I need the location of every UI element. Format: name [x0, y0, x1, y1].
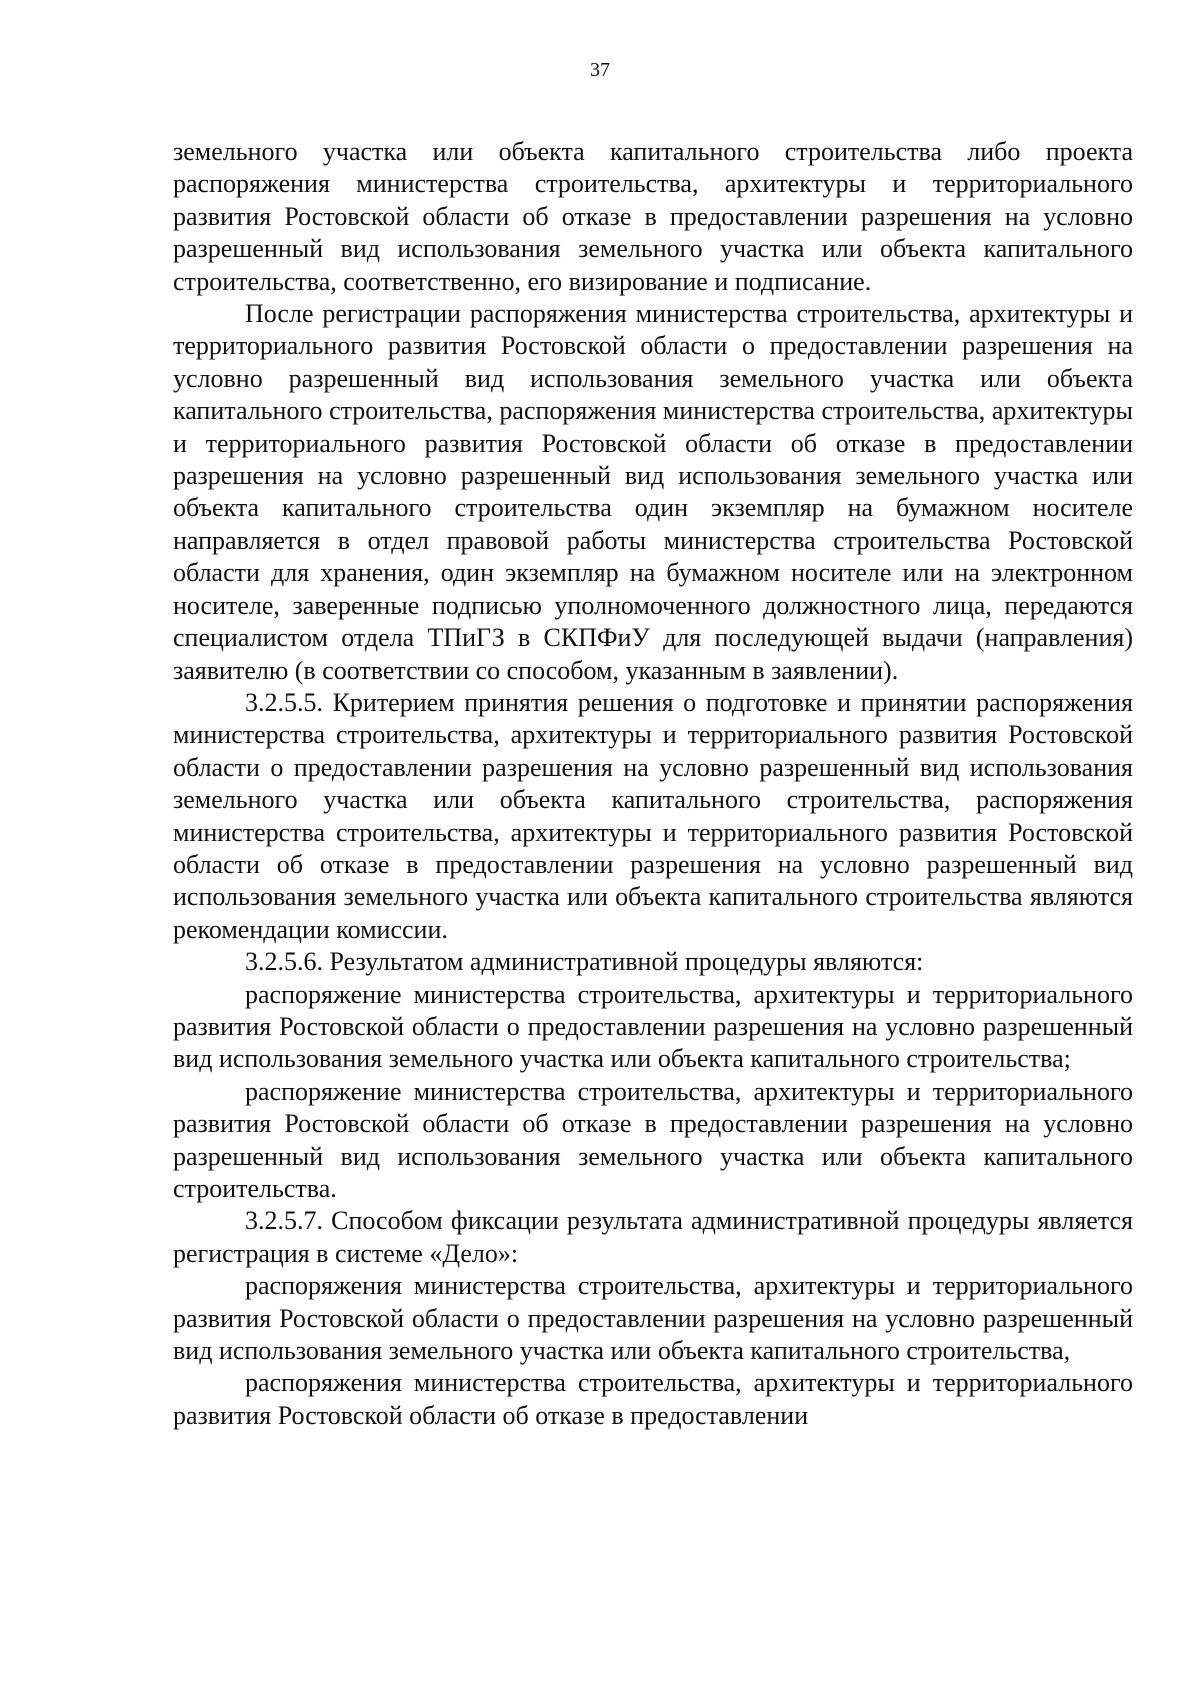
document-body: [173, 136, 1133, 1432]
paragraph-fixation-refusal: распоряжения министерства строительства, архитектуры и территориального развития Ростовской области об отказе в предоставлении: [173, 1368, 1133, 1430]
paragraph-3-2-5-6: 3.2.5.6. Результатом административной процедуры являются:: [245, 947, 924, 977]
paragraph-3-2-5-5: 3.2.5.5. Критерием принятия решения о подготовке и принятии распоряжения министерства строительства, архитектуры и территориального развития Ростовской области о предоставлении разрешения на условно разрешенный вид использования земельного участка или объекта капитального строительства, распоряжения министерства строительства, архитектуры и территориального развития Ростовской области об отказе в предоставлении разрешения на условно разрешенный вид использования земельного участка или объекта капитального строительства являются рекомендации комиссии.: [173, 687, 1133, 944]
page-number: 37: [590, 59, 610, 81]
paragraph-continuation: земельного участка или объекта капитального строительства либо проекта распоряжения министерства строительства, архитектуры и территориального развития Ростовской области об отказе в предоставлении разрешения на условно разрешенный вид использования земельного участка или объекта капитального строительства, соответственно, его визирование и подписание.: [173, 137, 1133, 296]
paragraph-result-grant: распоряжение министерства строительства, архитектуры и территориального развития Ростовской области о предоставлении разрешения на условно разрешенный вид использования земельного участка или объекта капитального строительства;: [173, 979, 1133, 1074]
paragraph-result-refusal: распоряжение министерства строительства, архитектуры и территориального развития Ростовской области об отказе в предоставлении разрешения на условно разрешенный вид использования земельного участка или объекта капитального строительства.: [173, 1076, 1133, 1203]
paragraph-3-2-5-7: 3.2.5.7. Способом фиксации результата административной процедуры является регистрация в системе «Дело»:: [173, 1206, 1133, 1268]
paragraph-fixation-grant: распоряжения министерства строительства, архитектуры и территориального развития Ростовской области о предоставлении разрешения на условно разрешенный вид использования земельного участка или объекта капитального строительства,: [173, 1271, 1133, 1366]
paragraph-registration: После регистрации распоряжения министерства строительства, архитектуры и территориального развития Ростовской области о предоставлении разрешения на условно разрешенный вид использования земельного участка или объекта капитального строительства, распоряжения министерства строительства, архитектуры и территориального развития Ростовской области об отказе в предоставлении разрешения на условно разрешенный вид использования земельного участка или объекта капитального строительства один экземпляр на бумажном носителе направляется в отдел правовой работы министерства строительства Ростовской области для хранения, один экземпляр на бумажном носителе или на электронном носителе, заверенные подписью уполномоченного должностного лица, передаются специалистом отдела ТПиГЗ в СКПФиУ для последующей выдачи (направления) заявителю (в соответствии со способом, указанным в заявлении).: [173, 299, 1133, 685]
